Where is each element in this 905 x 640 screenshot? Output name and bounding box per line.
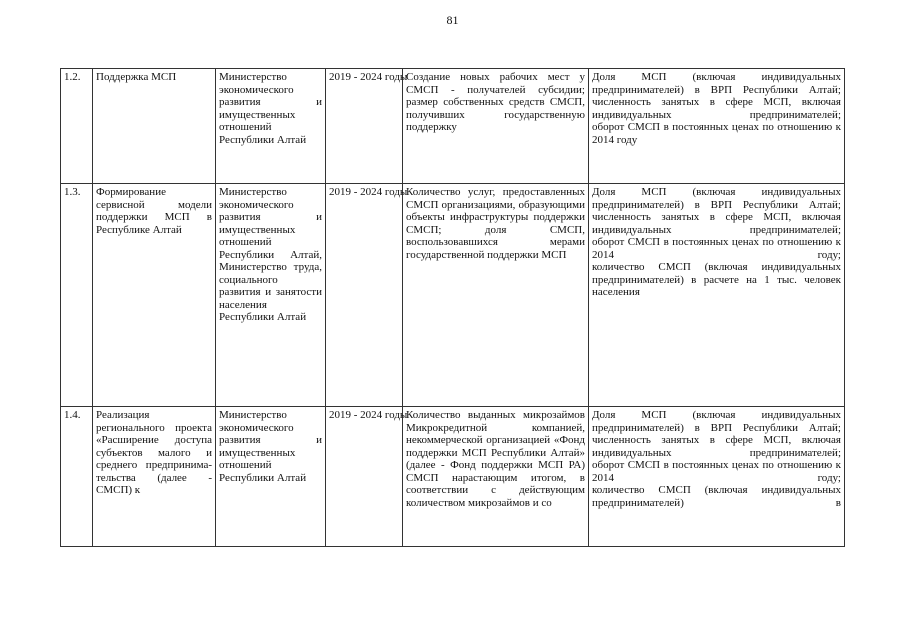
indicator-line: Доля МСП (включая индивидуальных предпринимателей) в ВРП Республики Алтай; — [592, 409, 841, 434]
indicator-line: Доля МСП (включая индивидуальных предпринимателей) в ВРП Республики Алтай; — [592, 186, 841, 211]
responsible-executor: Министерство экономического развития и имущественных отношений Республики Алтай — [216, 407, 326, 547]
measure-name: Формирование сервисной модели поддержки МСП в Республике Алтай — [93, 184, 216, 407]
implementation-period: 2019 - 2024 годы — [326, 184, 403, 407]
target-indicators — [589, 69, 845, 184]
measures-table — [60, 68, 845, 547]
expected-results: Создание новых рабочих мест у СМСП - получателей субсидии; размер собственных средств СМСП, получивших государственную поддержку — [403, 69, 589, 184]
implementation-period: 2019 - 2024 годы — [326, 69, 403, 184]
indicator-line: оборот СМСП в постоянных ценах по отношению к 2014 году; — [592, 236, 841, 261]
row-number: 1.2. — [61, 69, 93, 184]
indicator-line: оборот СМСП в постоянных ценах по отношению к 2014 году — [592, 121, 841, 146]
expected-results: Количество услуг, предоставленных СМСП организациями, образующими объекты инфраструктуры поддержки СМСП; доля СМСП, воспользовавшихся мерами государственной поддержки МСП — [403, 184, 589, 407]
indicator-line: оборот СМСП в постоянных ценах по отношению к 2014 году; — [592, 459, 841, 484]
measure-name: Реализация регионального проекта «Расширение доступа субъектов малого и среднего предпринима-тельства (далее - СМСП) к — [93, 407, 216, 547]
indicator-line: количество СМСП (включая индивидуальных предпринимателей) в расчете на 1 тыс. человек населения — [592, 261, 841, 298]
indicator-line: количество СМСП (включая индивидуальных предпринимателей) в — [592, 484, 841, 509]
row-number: 1.4. — [61, 407, 93, 547]
responsible-executor: Министерство экономического развития и имущественных отношений Республики Алтай — [216, 69, 326, 184]
table-row — [61, 407, 845, 547]
responsible-executor: Министерство экономического развития и имущественных отношений Республики Алтай, Министерство труда, социального развития и занятости населения Республики Алтай — [216, 184, 326, 407]
indicator-line: численность занятых в сфере МСП, включая индивидуальных предпринимателей; — [592, 96, 841, 121]
indicator-line: численность занятых в сфере МСП, включая индивидуальных предпринимателей; — [592, 434, 841, 459]
measure-name: Поддержка МСП — [93, 69, 216, 184]
indicator-line: численность занятых в сфере МСП, включая индивидуальных предпринимателей; — [592, 211, 841, 236]
table-row — [61, 184, 845, 407]
page-number: 81 — [446, 13, 459, 27]
target-indicators — [589, 184, 845, 407]
target-indicators — [589, 407, 845, 547]
indicator-line: Доля МСП (включая индивидуальных предпринимателей) в ВРП Республики Алтай; — [592, 71, 841, 96]
table-row — [61, 69, 845, 184]
implementation-period: 2019 - 2024 годы — [326, 407, 403, 547]
expected-results: Количество выданных микрозаймов Микрокредитной компанией, некоммерческой организацией «Фонд поддержки МСП Республики Алтай» (далее - Фонд поддержки МСП РА) СМСП нарастающим итогом, в соответствии с действующим количеством микрозаймов и со — [403, 407, 589, 547]
row-number: 1.3. — [61, 184, 93, 407]
